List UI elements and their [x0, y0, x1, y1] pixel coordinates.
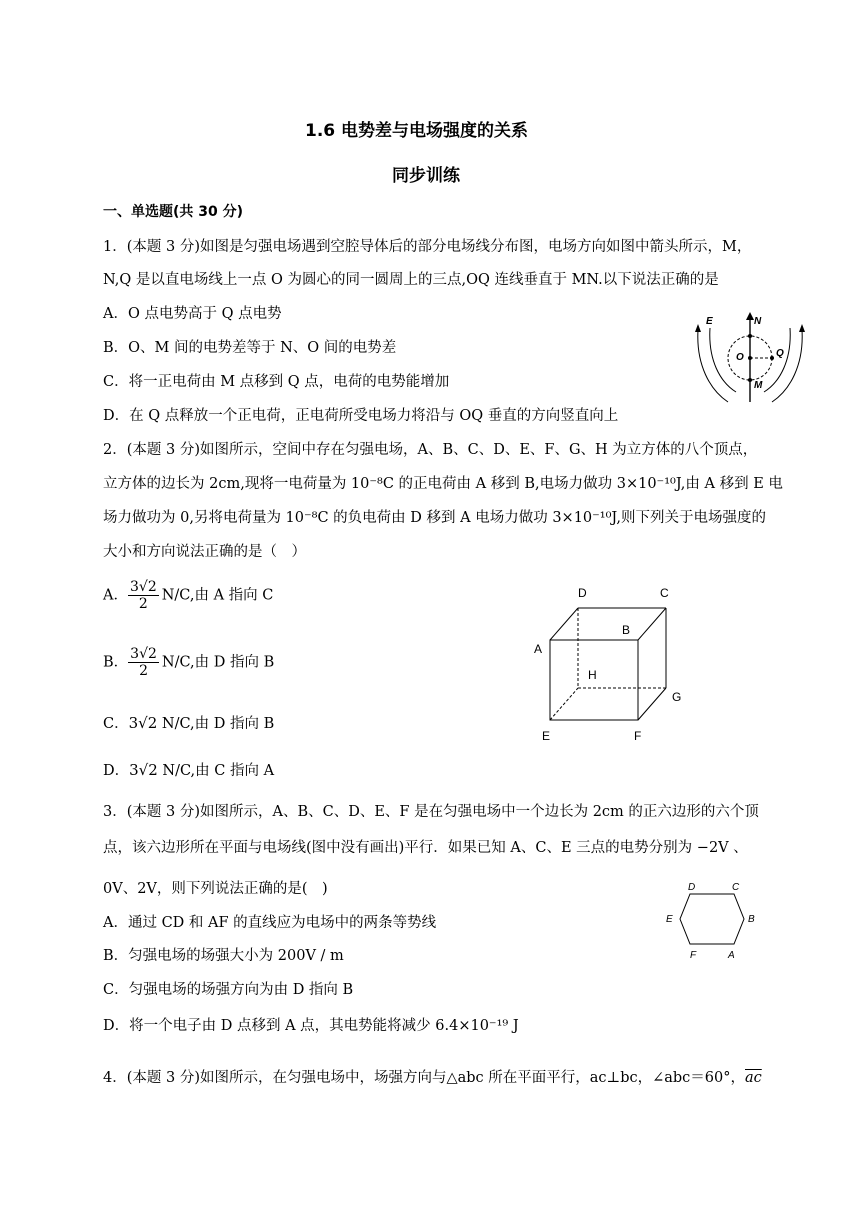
q2-option-c-value: 3√2 — [128, 714, 158, 732]
q2-option-c-label: C． — [103, 716, 129, 732]
q2-option-d-text: N/C,由 C 指向 A — [162, 763, 275, 779]
q2-option-b-text: N/C,由 D 指向 B — [161, 654, 275, 671]
q2-option-a-denominator: 2 — [138, 596, 148, 612]
section-heading: 一、单选题(共 30 分) — [103, 204, 244, 220]
q2-option-a-label: A． — [103, 587, 128, 604]
q2-stem-line2: 立方体的边长为 2cm,现将一电荷量为 10⁻⁸C 的正电荷由 A 移到 B,电场力做功 3×10⁻¹⁰J,由 A 移到 E 电 — [103, 476, 783, 492]
page-title: 1.6 电势差与电场强度的关系 — [305, 121, 529, 141]
q4-overline-ac: $\overline{ac}$ — [745, 1070, 762, 1086]
q1-option-b: B．O、M 间的电势差等于 N、O 间的电势差 — [103, 340, 397, 356]
cube-label-g: G — [672, 690, 682, 704]
hex-label-a: A — [728, 950, 735, 961]
q1-option-a: A．O 点电势高于 Q 点电势 — [103, 306, 282, 322]
q3-hexagon-figure — [662, 878, 772, 968]
q2-option-b-fraction — [128, 646, 159, 679]
q1-stem-line2: N,Q 是以直电场线上一点 O 为圆心的同一圆周上的三点,OQ 连线垂直于 MN.以下说法正确的是 — [103, 272, 719, 288]
q2-stem-line1: 2．(本题 3 分)如图所示，空间中存在匀强电场，A、B、C、D、E、F、G、H 为立方体的八个顶点， — [103, 442, 758, 458]
fig-label-e: E — [706, 316, 713, 327]
q3-option-a: A．通过 CD 和 AF 的直线应为电场中的两条等势线 — [103, 915, 437, 931]
q3-option-d: D．将一个电子由 D 点移到 A 点，其电势能将减少 6.4×10⁻¹⁹ J — [103, 1018, 519, 1034]
q3-stem-line1: 3．(本题 3 分)如图所示，A、B、C、D、E、F 是在匀强电场中一个边长为 2cm 的正六边形的六个顶 — [103, 804, 759, 820]
q1-field-figure — [690, 310, 810, 406]
q4-stem-text: 4．(本题 3 分)如图所示，在匀强电场中，场强方向与△abc 所在平面平行，ac⊥bc，∠abc＝60°， — [103, 1070, 745, 1086]
q2-option-c — [103, 712, 274, 733]
hex-label-c: C — [732, 882, 740, 893]
q2-option-a-text: N/C,由 A 指向 C — [161, 587, 274, 604]
hex-label-f: F — [690, 950, 697, 961]
q2-option-a — [103, 579, 273, 612]
q2-option-b-label: B． — [103, 654, 129, 671]
q2-option-b — [103, 646, 274, 679]
fig-label-m: M — [754, 380, 763, 391]
q4-stem-line1 — [103, 1066, 762, 1087]
cube-label-a: A — [534, 642, 543, 656]
cube-label-b: B — [622, 623, 631, 637]
q2-option-a-fraction — [128, 579, 159, 612]
q1-stem-line1: 1．(本题 3 分)如图是匀强电场遇到空腔导体后的部分电场线分布图，电场方向如图中箭头所示，M， — [103, 239, 752, 255]
fig-label-o: O — [736, 352, 744, 363]
cube-label-h: H — [588, 668, 597, 682]
q2-cube-figure — [528, 580, 698, 750]
fig-label-q: Q — [776, 348, 784, 359]
q2-option-c-text: N/C,由 D 指向 B — [161, 716, 275, 732]
q3-option-b: B．匀强电场的场强大小为 200V / m — [103, 948, 344, 964]
page-subtitle: 同步训练 — [392, 166, 460, 186]
hex-label-d: D — [688, 882, 696, 893]
q3-stem-line2: 点，该六边形所在平面与电场线(图中没有画出)平行．如果已知 A、C、E 三点的电势分别为 −2V 、 — [103, 840, 748, 856]
q2-stem-line3: 场力做功为 0,另将电荷量为 10⁻⁸C 的负电荷由 D 移到 A 电场力做功 3×10⁻¹⁰J,则下列关于电场强度的 — [103, 510, 766, 526]
q2-option-b-denominator: 2 — [139, 663, 148, 679]
q1-option-d: D．在 Q 点释放一个正电荷，正电荷所受电场力将沿与 OQ 垂直的方向竖直向上 — [103, 408, 619, 424]
fig-label-n: N — [754, 316, 762, 327]
hex-label-b: B — [748, 914, 755, 925]
cube-label-d: D — [578, 586, 587, 600]
cube-label-e: E — [542, 729, 551, 743]
hex-label-e: E — [666, 914, 673, 925]
q2-option-d-value: 3√2 — [129, 761, 158, 779]
q2-option-a-numerator: 3√2 — [129, 579, 157, 595]
q3-stem-line3: 0V、2V，则下列说法正确的是( ) — [103, 881, 328, 897]
q1-option-c: C．将一正电荷由 M 点移到 Q 点，电荷的电势能增加 — [103, 374, 450, 390]
q2-option-d-label: D． — [103, 763, 130, 779]
q2-option-b-numerator: 3√2 — [130, 646, 157, 662]
cube-label-f: F — [634, 729, 642, 743]
q3-option-c: C．匀强电场的场强方向为由 D 指向 B — [103, 982, 354, 998]
cube-label-c: C — [660, 586, 669, 600]
q2-option-d — [103, 759, 274, 780]
q2-stem-line4: 大小和方向说法正确的是（ ） — [103, 544, 306, 560]
